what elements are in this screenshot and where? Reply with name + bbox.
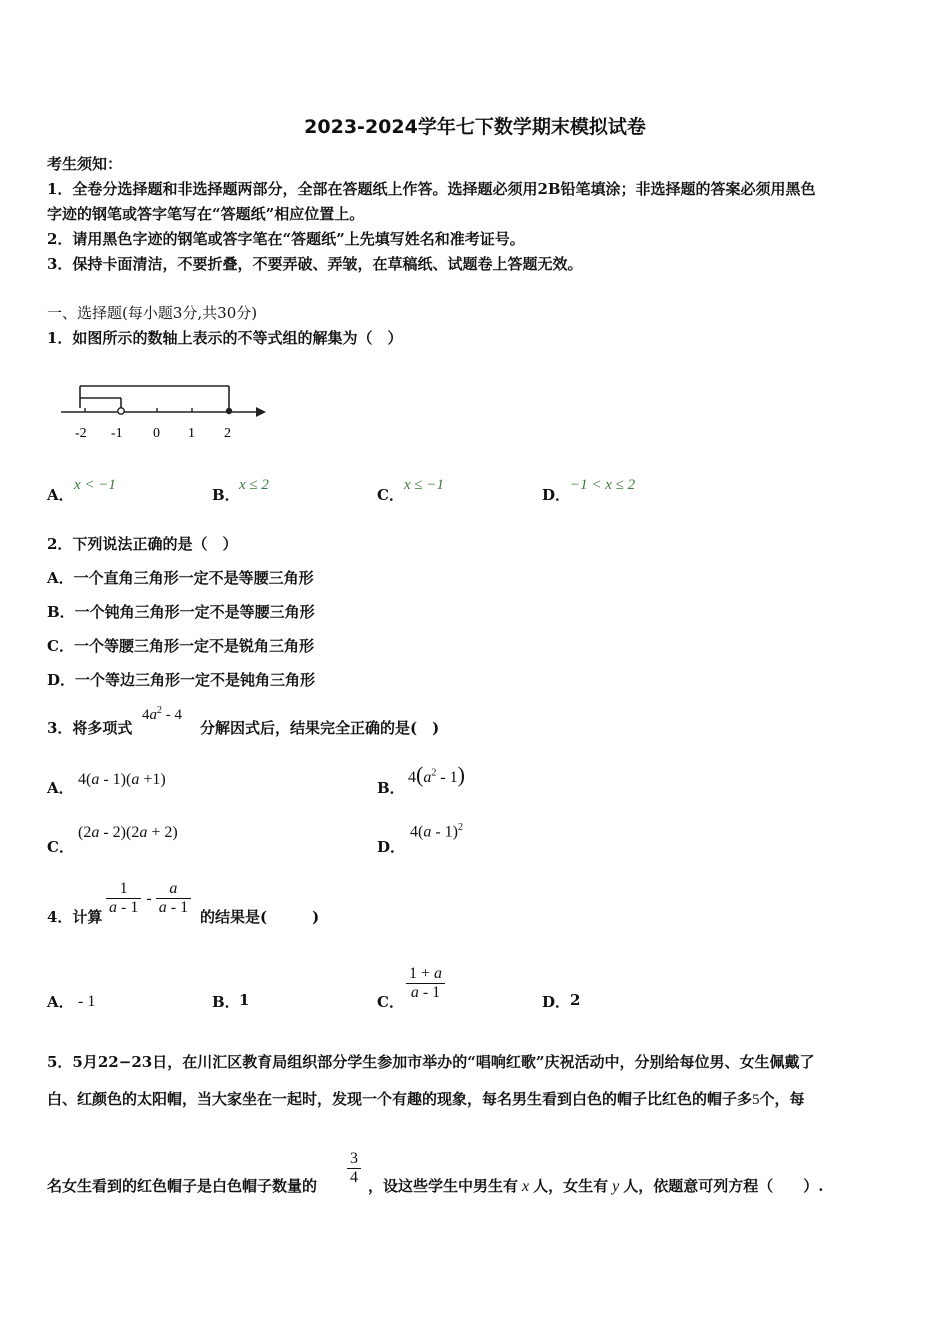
option-label: B． [212, 993, 240, 1011]
option-label: B． [212, 486, 240, 504]
question-2-option-d: D．一个等边三角形一定不是钝角三角形 [47, 671, 316, 689]
question-4-option-c-expr: $\frac{1 + a}{a - 1}$ [406, 965, 445, 1002]
question-3-prefix: 3．将多项式 [47, 719, 133, 737]
question-3-option-b-expr: $4(a^2 - 1)$ [408, 762, 465, 787]
option-c-value: x ≤ −1 [404, 477, 445, 493]
question-4-suffix: 的结果是( ) [200, 908, 320, 926]
section-heading: 一、选择题(每小题3分,共30分) [47, 304, 258, 322]
option-label: C． [377, 993, 404, 1011]
notice-item-2: 2．请用黑色字迹的钢笔或答字笔在“答题纸”上先填写姓名和准考证号。 [47, 230, 525, 248]
question-2-option-b: B．一个钝角三角形一定不是等腰三角形 [47, 603, 315, 621]
tick-label: 2 [224, 426, 231, 441]
option-label: C． [47, 838, 74, 856]
question-4-prefix: 4．计算 [47, 908, 103, 926]
question-3-option-c-expr: (2a - 2)(2a + 2) [78, 824, 178, 841]
question-2-option-c: C．一个等腰三角形一定不是锐角三角形 [47, 637, 314, 655]
question-5-line-1: 5．5月22−23日，在川汇区教育局组织部分学生参加市举办的“唱响红歌”庆祝活动中，分别给每位男、女生佩戴了 [47, 1053, 815, 1071]
number-line-figure [55, 378, 275, 448]
option-b-value: x ≤ 2 [239, 477, 269, 493]
question-5-line-3-cont: ，设这些学生中男生有 x 人，女生有 y 人，依题意可列方程（ ）. [368, 1177, 824, 1195]
question-4-option-a-expr: - 1 [78, 993, 96, 1010]
option-d-value: −1 < x ≤ 2 [570, 477, 636, 493]
option-label: D． [377, 838, 406, 856]
option-label: C． [377, 486, 404, 504]
question-2-stem: 2．下列说法正确的是（ ） [47, 535, 238, 553]
question-5-line-3: 名女生看到的红色帽子是白色帽子数量的 [47, 1177, 318, 1195]
tick-label: -2 [75, 426, 87, 441]
question-3-suffix: 分解因式后，结果完全正确的是( ) [200, 719, 440, 737]
open-point-minus-1 [118, 408, 124, 414]
question-4-option-b-value: 1 [239, 991, 250, 1009]
option-label: A． [47, 779, 74, 797]
question-5-number: 5 [752, 1092, 760, 1108]
question-2-option-a: A．一个直角三角形一定不是等腰三角形 [47, 569, 314, 587]
tick-label: 0 [153, 426, 160, 441]
option-label: D． [542, 486, 571, 504]
option-label: A． [47, 486, 74, 504]
question-1-stem: 1．如图所示的数轴上表示的不等式组的解集为（ ） [47, 329, 403, 347]
question-3-polynomial: $4a^2 - 4$ [142, 705, 182, 723]
axis-arrow [256, 407, 266, 417]
question-4-option-d-value: 2 [570, 991, 581, 1009]
notice-item-1-line-2: 字迹的钢笔或答字笔写在“答题纸”相应位置上。 [47, 205, 365, 223]
question-5-fraction: $\frac{3}{4}$ [347, 1150, 361, 1187]
notice-heading: 考生须知： [47, 155, 123, 173]
option-label: D． [542, 993, 571, 1011]
tick-label: -1 [111, 426, 123, 441]
notice-item-1-line-1: 1．全卷分选择题和非选择题两部分，全部在答题纸上作答。选择题必须用2B铅笔填涂；非选择题的答案必须用黑色 [47, 180, 816, 198]
question-5-line-2: 白、红颜色的太阳帽，当大家坐在一起时，发现一个有趣的现象，每名男生看到白色的帽子比红色的帽子多5个，每 [47, 1090, 805, 1108]
closed-point-2 [226, 408, 232, 414]
notice-item-3: 3．保持卡面清洁，不要折叠，不要弄破、弄皱，在草稿纸、试题卷上答题无效。 [47, 255, 583, 273]
option-label: B． [377, 779, 405, 797]
option-label: A． [47, 993, 74, 1011]
tick-label: 1 [188, 426, 195, 441]
question-3-option-a-expr: 4(a - 1)(a +1) [78, 771, 166, 788]
question-4-expression: $\frac{1}{a - 1}$ - $\frac{a}{a - 1}$ [106, 880, 191, 917]
question-3-option-d-expr: 4(a - 1)$^2$ [410, 822, 463, 841]
page-title: 2023-2024学年七下数学期末模拟试卷 [304, 116, 646, 138]
option-a-value: x < −1 [74, 477, 116, 493]
